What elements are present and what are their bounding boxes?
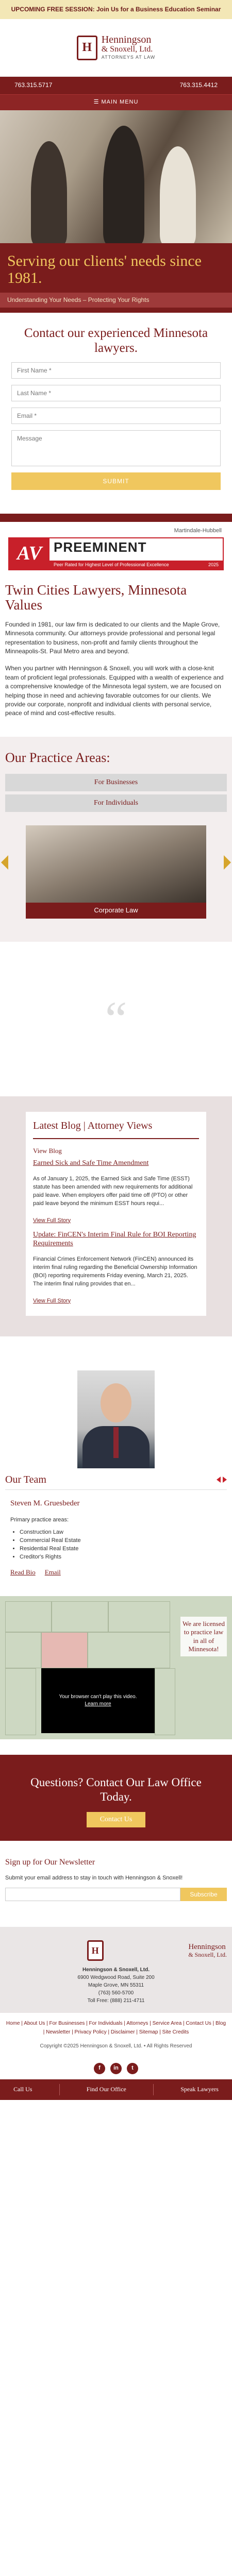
practice-card[interactable] xyxy=(26,825,206,919)
facebook-icon[interactable]: f xyxy=(94,2063,105,2074)
practice-card-image xyxy=(26,825,206,903)
footer-city: Maple Grove, MN 55311 xyxy=(88,1982,144,1989)
submit-button[interactable]: SUBMIT xyxy=(11,472,221,490)
contact-form xyxy=(0,313,232,498)
subscribe-button[interactable]: Subscribe xyxy=(180,1888,227,1901)
footer-copyright: Copyright ©2025 Henningson & Snoxell, Ltd. • All Rights Reserved xyxy=(0,2043,232,2058)
newsletter-section xyxy=(0,1841,232,1906)
footer-phone[interactable]: (763) 560-5700 xyxy=(98,1990,134,1996)
intro-section xyxy=(0,570,232,732)
hero-image xyxy=(0,110,232,243)
footer-links-text[interactable]: Home | About Us | For Businesses | For Individuals | Attorneys | Service Area | Contact Us | Blog | Newsletter | Privacy Policy | Disclaimer | Sitemap | Site Credits xyxy=(6,2021,226,2036)
service-area-text: We are licensed to practice law in all of Minnesota! xyxy=(180,1617,227,1656)
footer-street: 6900 Wedgwood Road, Suite 200 xyxy=(77,1975,155,1981)
testimonial-section xyxy=(0,942,232,1096)
site-header xyxy=(0,19,232,77)
practice-card-label: Corporate Law xyxy=(26,903,206,919)
newsletter-email-input[interactable] xyxy=(5,1888,180,1901)
practice-areas-label: Primary practice areas: xyxy=(10,1517,69,1523)
list-item: • Construction Law xyxy=(20,1529,222,1537)
logo-mark-icon: H xyxy=(77,36,97,60)
blog-post-excerpt: As of January 1, 2025, the Earned Sick and Safe Time (ESST) statute has been amended with new requirements for additional paid leave. When employers offer paid time off (PTO) or other paid leave beyond the minimum ESST hours requi... xyxy=(33,1175,193,1207)
list-item: • Creditor's Rights xyxy=(20,1553,222,1562)
team-prev-icon[interactable] xyxy=(217,1477,221,1483)
map-county xyxy=(88,1632,170,1668)
list-item: • Commercial Real Estate xyxy=(20,1537,222,1545)
twitter-icon[interactable]: t xyxy=(127,2063,138,2074)
bar-separator xyxy=(59,2084,60,2095)
map-county xyxy=(52,1601,108,1632)
phone-bar xyxy=(0,77,232,94)
bar-separator xyxy=(153,2084,154,2095)
practice-carousel xyxy=(0,825,232,920)
section-divider xyxy=(0,514,232,522)
list-item: • Residential Real Estate xyxy=(20,1545,222,1553)
map-county xyxy=(108,1601,170,1632)
view-full-story-link[interactable]: View Full Story xyxy=(33,1297,71,1304)
team-photo-area xyxy=(0,1365,232,1468)
main-menu-label: ☰ MAIN MENU xyxy=(93,98,139,105)
tab-for-businesses[interactable]: For Businesses xyxy=(5,774,227,791)
message-field[interactable]: Message xyxy=(11,430,221,466)
attorney-photo[interactable] xyxy=(77,1370,155,1468)
phone-link-primary[interactable]: 763.315.5717 xyxy=(14,81,53,89)
video-message: Your browser can't play this video. xyxy=(59,1693,137,1700)
practice-areas-list xyxy=(10,1529,222,1562)
hero-person xyxy=(160,146,196,243)
first-name-field[interactable]: First Name * xyxy=(11,362,221,379)
hero-tagline: Understanding Your Needs – Protecting Your Rights xyxy=(0,293,232,308)
footer-firm-name: Henningson & Snoxell, Ltd. xyxy=(82,1967,150,1973)
site-footer xyxy=(0,1927,232,2013)
footer-logo[interactable] xyxy=(5,1940,227,1961)
team-header xyxy=(0,1468,232,1489)
hero-title: Serving our clients' needs since 1981. xyxy=(7,252,202,286)
intro-paragraph-2: When you partner with Henningson & Snoxell, you will work with a close-knit team of proficient legal professionals. Equipped with a wealth of experience and a comprehensive knowledge of the Minnesota legal system, we are focused on helping those in need and achieving favorable outcomes for our clients. We provide our corporate, nonprofit and individual clients with personal service, peace of mind and cost-effective results. xyxy=(5,665,224,717)
av-logo-icon: AV xyxy=(9,538,49,569)
blog-rule xyxy=(33,1138,199,1139)
attorney-head xyxy=(101,1383,131,1422)
intro-paragraph-1: Founded in 1981, our law firm is dedicated to our clients and the Maple Grove, Minnesota community. Our attorneys provide professional and personal legal representation to business, non-profit and family clients throughout the Minneapolis-St. Paul Metro area and beyond. xyxy=(5,620,220,655)
email-link[interactable]: Email xyxy=(44,1568,61,1577)
blog-heading: Latest Blog | Attorney Views xyxy=(33,1120,153,1132)
footer-nav[interactable] xyxy=(0,2013,232,2043)
tab-for-individuals[interactable]: For Individuals xyxy=(5,794,227,812)
rating-text: Peer Rated for Highest Level of Professional Excellence xyxy=(54,562,169,567)
team-member-info xyxy=(5,1489,227,1578)
carousel-next-icon[interactable] xyxy=(224,855,231,870)
intro-heading: Twin Cities Lawyers, Minnesota Values xyxy=(5,582,187,613)
contact-us-button[interactable]: Contact Us xyxy=(87,1812,146,1827)
phone-link-secondary[interactable]: 763.315.4412 xyxy=(179,81,218,89)
service-area-map xyxy=(0,1596,232,1739)
team-heading: Our Team xyxy=(5,1473,46,1485)
blog-post-excerpt: Financial Crimes Enforcement Network (FinCEN) announced its interim final ruling regarding the Beneficial Ownership Information (BOI) reporting requirements Friday evening, March 21, 2025. The interim final ruling provides that en... xyxy=(33,1256,197,1287)
contact-heading: Contact our experienced Minnesota lawyers. xyxy=(24,326,208,355)
mobile-bottom-bar xyxy=(0,2079,232,2100)
footer-toll-free[interactable]: Toll Free: (888) 211-4711 xyxy=(87,1998,145,2004)
logo-subtitle: ATTORNEYS AT LAW xyxy=(101,55,156,60)
map-county xyxy=(41,1632,88,1668)
map-county xyxy=(155,1668,175,1735)
practice-areas-section xyxy=(0,737,232,942)
carousel-prev-icon[interactable] xyxy=(1,855,8,870)
map-county xyxy=(5,1668,36,1735)
view-blog-link[interactable]: View Blog xyxy=(33,1147,62,1155)
view-full-story-link[interactable]: View Full Story xyxy=(33,1217,71,1224)
preeminent-text: PREEMINENT xyxy=(54,539,147,555)
social-links xyxy=(0,2058,232,2079)
practice-heading: Our Practice Areas: xyxy=(5,750,110,765)
main-menu-toggle[interactable] xyxy=(0,94,232,110)
martindale-badge-section xyxy=(0,522,232,570)
footer-logo-icon: H xyxy=(87,1940,104,1961)
footer-logo-name-2: & Snoxell, Ltd. xyxy=(188,1951,227,1958)
top-announcement-banner[interactable] xyxy=(0,0,232,19)
blog-post-title[interactable]: Update: FinCEN's Interim Final Rule for BOI Reporting Requirements xyxy=(33,1231,196,1248)
footer-address xyxy=(5,1966,227,2005)
team-next-icon[interactable] xyxy=(223,1477,227,1483)
call-us-button[interactable]: Call Us xyxy=(13,2086,32,2093)
linkedin-icon[interactable]: in xyxy=(110,2063,122,2074)
attorney-tie xyxy=(113,1427,119,1458)
team-member-name[interactable]: Steven M. Gruesbeder xyxy=(10,1499,80,1507)
newsletter-heading: Sign up for Our Newsletter xyxy=(5,1858,95,1867)
av-preeminent-badge[interactable] xyxy=(8,537,224,570)
read-bio-link[interactable]: Read Bio xyxy=(10,1568,36,1577)
martindale-label: Martindale-Hubbell xyxy=(174,527,222,534)
speak-lawyers-button[interactable]: Speak Lawyers xyxy=(180,2086,219,2093)
hero-person xyxy=(31,141,67,243)
footer-logo-name: Henningson xyxy=(188,1943,226,1952)
video-player[interactable] xyxy=(41,1668,155,1733)
quote-icon: “ xyxy=(105,991,127,1047)
contact-cta xyxy=(0,1755,232,1841)
newsletter-text: Submit your email address to stay in touch with Henningson & Snoxell! xyxy=(5,1875,183,1882)
map-county xyxy=(5,1632,41,1668)
last-name-field[interactable]: Last Name * xyxy=(11,385,221,401)
find-office-button[interactable]: Find Our Office xyxy=(86,2086,126,2093)
announcement-text[interactable]: UPCOMING FREE SESSION: Join Us for a Business Education Seminar xyxy=(11,6,221,13)
logo-name: Henningson xyxy=(101,34,152,46)
learn-more-link[interactable]: Learn more xyxy=(85,1701,111,1707)
email-field[interactable]: Email * xyxy=(11,408,221,424)
blog-post-title[interactable]: Earned Sick and Safe Time Amendment xyxy=(33,1159,149,1167)
hero-panel xyxy=(0,243,232,313)
logo-name-2: & Snoxell, Ltd. xyxy=(101,45,153,54)
rating-year: 2025 xyxy=(208,562,219,567)
blog-section xyxy=(0,1096,232,1336)
hero-person xyxy=(103,126,144,243)
cta-heading: Questions? Contact Our Law Office Today. xyxy=(30,1776,202,1803)
firm-logo[interactable] xyxy=(77,35,156,61)
map-county xyxy=(5,1601,52,1632)
